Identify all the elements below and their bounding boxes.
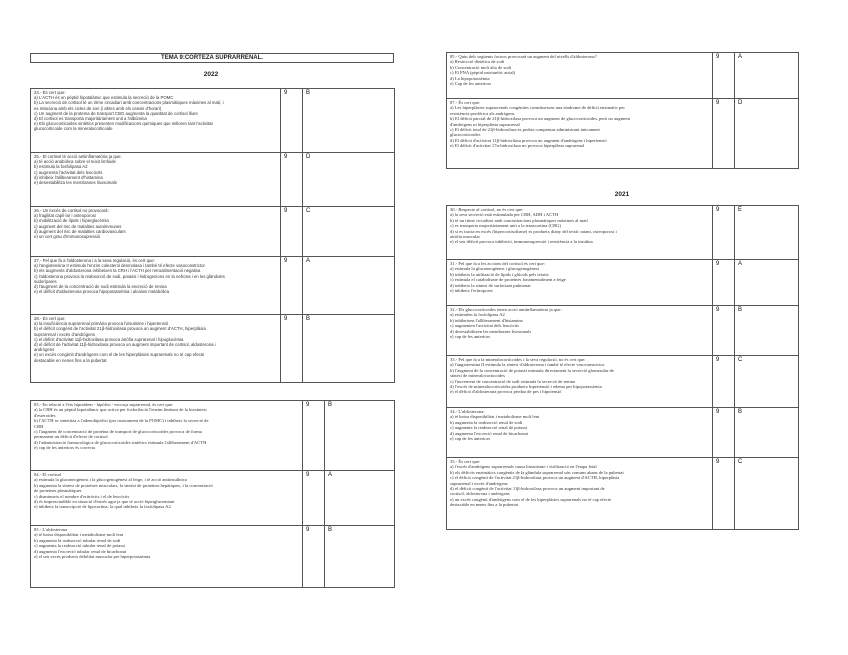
question-line: b) els augments d'aldosterona inhibeixen la CRH i l'ACTH per retroalimentació negativa [34, 268, 201, 274]
question-line: 26.- Un excés de cortisol no provocarà: [34, 208, 109, 213]
question-line: d) l'augment de la concentració de sodi estimula la secreció de renina [34, 284, 167, 290]
question-number: 9 [281, 315, 303, 383]
question-line: c) augmenta la reabsorció tubular renal de potassi [34, 543, 126, 549]
question-line: c) El dèficit total de 21β-hidroxilasa es podria compensar administrant únicament [450, 127, 600, 133]
answer-letter: A [735, 260, 799, 306]
question-line: a) té acció anabòlica sobre el teixit limfoide [34, 159, 116, 165]
question-line: c) estimula el catabolisme de proteïnes fonamentalment a fetge [450, 277, 566, 283]
question-line: a) té baixa disponibilitat i metabolisme molt lent [34, 532, 124, 538]
question-line: 27.- Pel que fa a l'aldosterona i a la seva regulació, és cert que: [34, 258, 155, 263]
question-row [31, 89, 395, 153]
question-number: 9 [713, 458, 735, 530]
question-line: cortisol, aldosterona i andrògens [450, 491, 510, 497]
question-line: suprarrenal i excés d'andrògens [450, 480, 508, 486]
page-title: TEMA 9:CORTEZA SUPRARRENAL. [30, 53, 394, 63]
question-text [31, 471, 303, 526]
question-row [447, 260, 799, 306]
question-line: d) El cortisol es transporta majoritàriament unit a l'albúmina [34, 116, 147, 122]
question-line: 33.- Pel que fa a la mineralocorticoides i la seva regulació, no és cert que: [450, 357, 586, 362]
question-number: 9 [713, 99, 735, 169]
question-line: a) estimula la gluconeogènesi i glucogenogènesi [450, 266, 539, 272]
question-line: a) estimulen la fosfolipasa A2 [450, 312, 505, 318]
question-number: 9 [713, 408, 735, 458]
question-line: 83.- En relació a l'eix hipotàlem - hipòfisi - escorça suprarrenal, és cert que: [34, 402, 174, 407]
question-row [447, 408, 799, 458]
question-line: a) la insuficiència suprarrenal primària provoca hirsutisme i hipertensió [34, 321, 169, 327]
question-line: andrògens [34, 347, 55, 353]
question-line: a) té baixa disponibilitat i metabolisme molt lent [450, 414, 540, 420]
question-line: glucocorticoides [450, 132, 481, 138]
question-text [31, 526, 303, 588]
question-line: e) cap de les anteriors [450, 436, 491, 442]
question-line: 84.- El cortisol [34, 472, 62, 477]
answer-letter: B [325, 526, 395, 588]
question-number: 9 [281, 153, 303, 207]
question-line: e) inhibeix la transcripció de lipocortina, la qual inhibeix la fosfolipasa A2 [34, 504, 171, 510]
question-text [447, 408, 713, 458]
question-line: c) augment del risc de malalties autoimmunes [34, 223, 122, 229]
question-line: d) augmenta l'excreció tubular renal de bicarbonat [34, 548, 127, 554]
answer-letter: D [735, 99, 799, 169]
question-number: 9 [303, 471, 325, 526]
question-line: c) el dèficit d'activitat 11β-hidroxilasa provoca atròfia suprarenal i hipoglucèmia [34, 336, 184, 342]
question-line: destacable en nenes fins a la pubertat [34, 357, 107, 363]
question-text [447, 458, 713, 530]
question-number: 9 [303, 401, 325, 471]
question-text [31, 89, 281, 153]
question-line: d) augmenta l'excreció renal de bicarbonat [450, 430, 528, 436]
question-line: e) inhibeix l'eritropoesi [450, 288, 493, 294]
question-row [447, 206, 799, 260]
question-text [31, 257, 281, 315]
question-number: 9 [281, 89, 303, 153]
question-line: e) el seu excés produeix debilitat muscular per hiperpotassèmia [34, 554, 151, 560]
question-line: de proteïnes plasmàtiques [34, 488, 82, 494]
question-line: glucocorticoide com la mineralocorticoide [34, 126, 113, 132]
question-table-2022-a [30, 88, 395, 383]
question-row [31, 526, 395, 588]
question-line: es relaciona amb els cicles de son (i altres amb els canvis d'horari) [34, 105, 162, 111]
question-text [447, 356, 713, 408]
question-table-2022-b [30, 400, 395, 588]
question-line: a) fragilitat capil·lar i osteoporosi [34, 213, 96, 219]
question-line: a) la seva secreció està estimulada per CRH, ADH i ACTH [450, 212, 559, 218]
answer-letter: B [303, 89, 395, 153]
answer-letter: A [325, 471, 395, 526]
question-line: b) El dèficit parcial de 21β-hidroxilasa provoca un augment de glucocorticoides, però no augment [450, 116, 630, 122]
question-line: b) els dèficits enzimàtics congènits de la glàndula suprarrenal són comuns abans de la pubertat [450, 469, 624, 475]
question-number: 9 [713, 306, 735, 356]
question-line: 87.- És cert que: [450, 100, 481, 105]
question-line: d'esteroides [34, 412, 56, 418]
question-line: b) La secreció de cortisol té un ritme circadiari amb concentracions plasmàtiques màximes al matí, i [34, 100, 224, 106]
answer-letter: A [735, 53, 799, 99]
question-line: c) augmenta l'activitat dels leucòcits [34, 169, 103, 175]
answer-letter: C [303, 207, 395, 257]
question-text [31, 315, 281, 383]
question-line: d) augment del risc de malalties cardiovasculars [34, 228, 126, 234]
question-line: a) Les hiperplàsies suprarrenals congènites constitueixen una síndrome de dèficit enzimàtic per [450, 105, 625, 111]
question-line: d) l'administració farmacològica de glucocorticoides sintètics estimula l'alliberament d'ACTH [34, 439, 207, 445]
question-line: b) estimula la fosfolipasa A2 [34, 164, 88, 170]
question-line: c) l'augment de concentració de proteïna de transport de glucocorticoides provoca de forma [34, 429, 202, 435]
question-line: síntesi de mineralocorticoides [450, 373, 505, 379]
question-line: b) inhibeixen l'alliberament d'histamina [450, 317, 523, 323]
question-line: e) desestabilitza les membranes lisosomals [34, 180, 117, 186]
question-row [31, 315, 395, 383]
question-row [447, 458, 799, 530]
question-line: d) desestabilitzen les membranes lisosomals [450, 328, 532, 334]
question-line: 31.- Pel que fa a les accions del cortisol és cert que: [450, 261, 545, 266]
question-line: b) augmenta la reabsorció tubular renal de sodi [34, 537, 121, 543]
question-number: 9 [303, 526, 325, 588]
question-number: 9 [281, 207, 303, 257]
question-line: c) el dèficit congènit de l'activitat 21β-hidroxilasa provoca un augment d'ACTH, hiperplàsia [450, 475, 620, 481]
question-row [31, 207, 395, 257]
question-line: e) Els glucocorticoides sintètics presenten modificacions químiques que milloren tant l'activitat [34, 121, 213, 127]
question-line: resistència perifèrica als andrògens [450, 110, 515, 116]
question-line: a) estimula la gluconeogènesi i la glucogenogènesi al fetge, i té acció antiinsulínica [34, 477, 187, 483]
question-line: b) Concentració molt alta de sodi [450, 64, 512, 70]
question-line: 85.- Quin dels següents factors provocarà un augment del nivells d'aldosterona? [450, 54, 597, 59]
question-line: e) cap de les anteriors [450, 334, 491, 340]
question-line: b) augmenta la reabsorció renal de sodi [450, 419, 523, 425]
question-line: 24.- És cert que: [34, 90, 66, 95]
question-line: c) l'aldosterona provoca la reabsorció de sodi, potassi i hidrogenions en la nefrona i en les glàndules [34, 273, 225, 279]
question-line: e) cap de les anteriors és correcta [34, 445, 95, 451]
question-line: b) l'augment de la concentració de potassi estimula directament la secreció glomerular de [450, 367, 614, 373]
question-line: e) El dèficit d'activitat 17α-hidroxilasa no provoca hiperplàsia suprarenal [450, 143, 585, 149]
question-line: a) l'angiotensina II estimula l'enzim colesterol desmolasa i també té efecte vasoconstrictor [34, 263, 205, 269]
answer-letter: B [735, 306, 799, 356]
question-line: b) mobilització de lípids i hiperglucèmia [34, 218, 109, 224]
answer-letter: E [735, 206, 799, 260]
question-line: 34.- L'aldosterona: [450, 409, 485, 414]
question-line: e) el dèficit d'aldosterona provoca hipopotassèmia i alcalosi metabòlica [34, 289, 170, 295]
question-line: e) un cert grau d'immunosupressió [34, 234, 101, 240]
question-line: b) l'ACTH se sintetitza a l'adenohipòfisi (per truncament de la POMC) i inhibeix la secreció de [34, 418, 209, 424]
question-line: c) Un augment de la proteïna de transport CBG augmenta la quantitat de cortisol lliure [34, 110, 198, 116]
answer-letter: C [735, 356, 799, 408]
question-line: b) té un ritme circadiari amb concentracions plasmàtiques màximes al matí [450, 217, 588, 223]
question-text [447, 260, 713, 306]
question-row [31, 153, 395, 207]
question-row [31, 257, 395, 315]
question-line: d) el dèficit congènit de l'activitat 11β-hidroxilasa provoca un augment important de [450, 486, 605, 492]
question-line: CRH [34, 423, 44, 429]
answer-letter: B [325, 401, 395, 471]
question-number: 9 [713, 356, 735, 408]
question-line: a) la CRH és un pèptid hipotalàmic que activa per fosforilació l'enzim limitant de la biosíntesi [34, 407, 207, 413]
answer-letter: B [735, 408, 799, 458]
question-line: atròfia muscular [450, 234, 480, 240]
question-line: e) un excés congènit d'andrògens com el de les hiperplàsies suprarenals no té cap efecte [34, 352, 205, 358]
question-row [31, 471, 395, 526]
question-line: e) Cap de les anteriors [450, 81, 492, 87]
answer-letter: B [303, 315, 395, 383]
question-number: 9 [713, 206, 735, 260]
question-line: b) el dèficit congènit de l'activitat 21β-hidroxilasa provoca un augment d'ACTH, hiperplàsia [34, 326, 206, 332]
answer-letter: D [303, 153, 395, 207]
question-line: a) l'excés d'andrògens suprarrenals causa hirsutisme i virilització en l'etapa fetal [450, 464, 597, 470]
year-heading-2022: 2022 [203, 71, 219, 78]
question-text [447, 99, 713, 169]
question-line: b) inhibeix la utilització de lípids i glúcids pels teixits [450, 271, 549, 277]
question-number: 9 [713, 53, 735, 99]
question-line: d) inhibeix la síntesi de surfactant pulmonar [450, 282, 531, 288]
question-line: d) inhibeix l'alliberament d'histamina [34, 174, 103, 180]
question-row [31, 401, 395, 471]
question-line: a) Restricció dietètica de sodi [450, 59, 505, 65]
question-line: c) disminueix el nombre d'eritròcits i el de leucòcits [34, 493, 130, 499]
question-line: c) es transporta majoritàriament unit a la transcortina (CBG) [450, 223, 561, 229]
question-line: d'andrògens ni hiperplàsia suprarrenal [450, 121, 520, 127]
question-line: e) el dèficit d'aldosterona provoca pèrdua de pes i hipotensió [450, 389, 562, 395]
question-number: 9 [713, 260, 735, 306]
answer-letter: C [735, 458, 799, 530]
question-text [31, 153, 281, 207]
year-heading-2021: 2021 [614, 191, 630, 198]
question-line: destacable en nenes fins a la pubertat [450, 502, 519, 508]
question-row [447, 99, 799, 169]
question-line: 28.- És cert que: [34, 316, 66, 321]
question-text [447, 53, 713, 99]
question-line: c) El PNA (pèptid natriurètic atrial) [450, 70, 516, 76]
question-text [447, 206, 713, 260]
question-line: 25.- El cortisol té acció antiinflamatòria ja que: [34, 154, 122, 159]
question-line: b) augmenta la síntesi de proteïnes musculars, la síntesi de proteïnes hepàtiques, i la concentració [34, 482, 213, 488]
question-text [447, 306, 713, 356]
question-line: d) si es tracta en excés (hipercortisolisme) es produeix diany del teixit cutani, osteoporosi i [450, 228, 617, 234]
question-line: suprarrenal i excés d'andrògens [34, 331, 96, 337]
question-text [31, 207, 281, 257]
question-line: e) el seu dèficit provoca inhibició, immunosupressió i resistència a la insulina [450, 239, 593, 245]
question-row [447, 356, 799, 408]
question-row [447, 53, 799, 99]
question-row [447, 306, 799, 356]
question-line: 85.- L'aldosterona [34, 527, 68, 532]
question-line: e) un excés congènit d'andrògens com el de les hiperplàsies suprarenals no té cap efecte [450, 496, 612, 502]
question-line: c) augmenta la reabsorció renal de potassi [450, 425, 528, 431]
answer-letter: A [303, 257, 395, 315]
question-line: d) és imprescindible en situació d'estrès agut ja que té acció hiperglucemiant [34, 499, 175, 505]
question-line: d) l'excés de mineralocorticoides produeix hipertensió i edema per hipopotassèmia [450, 384, 602, 390]
question-line: d) el dèficit de l'activitat 11β-hidroxilasa provoca un augment important de cortisol, aldosterona i [34, 342, 216, 348]
question-table-2021 [446, 205, 799, 530]
question-line: 32.- Els glucocorticoides tenen acció antiinflamatòria ja que: [450, 307, 562, 312]
question-line: d) El dèficit d'activitat 11β-hidroxilasa provoca un augment d'andrògens i hipertensió [450, 137, 607, 143]
question-line: c) augmenten l'activitat dels leucòcits [450, 323, 519, 329]
question-text [31, 401, 303, 471]
question-table-right-a [446, 52, 799, 169]
question-line: permanent un dèficit d'efecte de cortisol [34, 434, 108, 440]
question-line: 30.- Respecte al cortisol, no és cert que: [450, 207, 524, 212]
question-line: a) l'angiotensina II estimula la síntesi d'aldosterona i també té efecte vasoconstrictor [450, 362, 605, 368]
question-number: 9 [281, 257, 303, 315]
question-line: a) L'ACTH és un pèptid hipotalàmic que estimula la secreció de la POMC [34, 95, 174, 101]
question-line: c) l'increment de concentració de sodi estimula la secreció de renina [450, 378, 576, 384]
question-line: 35.- És cert que: [450, 459, 481, 464]
question-line: sudorípares [34, 278, 57, 284]
question-line: d) La hipopotassèmia [450, 75, 490, 81]
